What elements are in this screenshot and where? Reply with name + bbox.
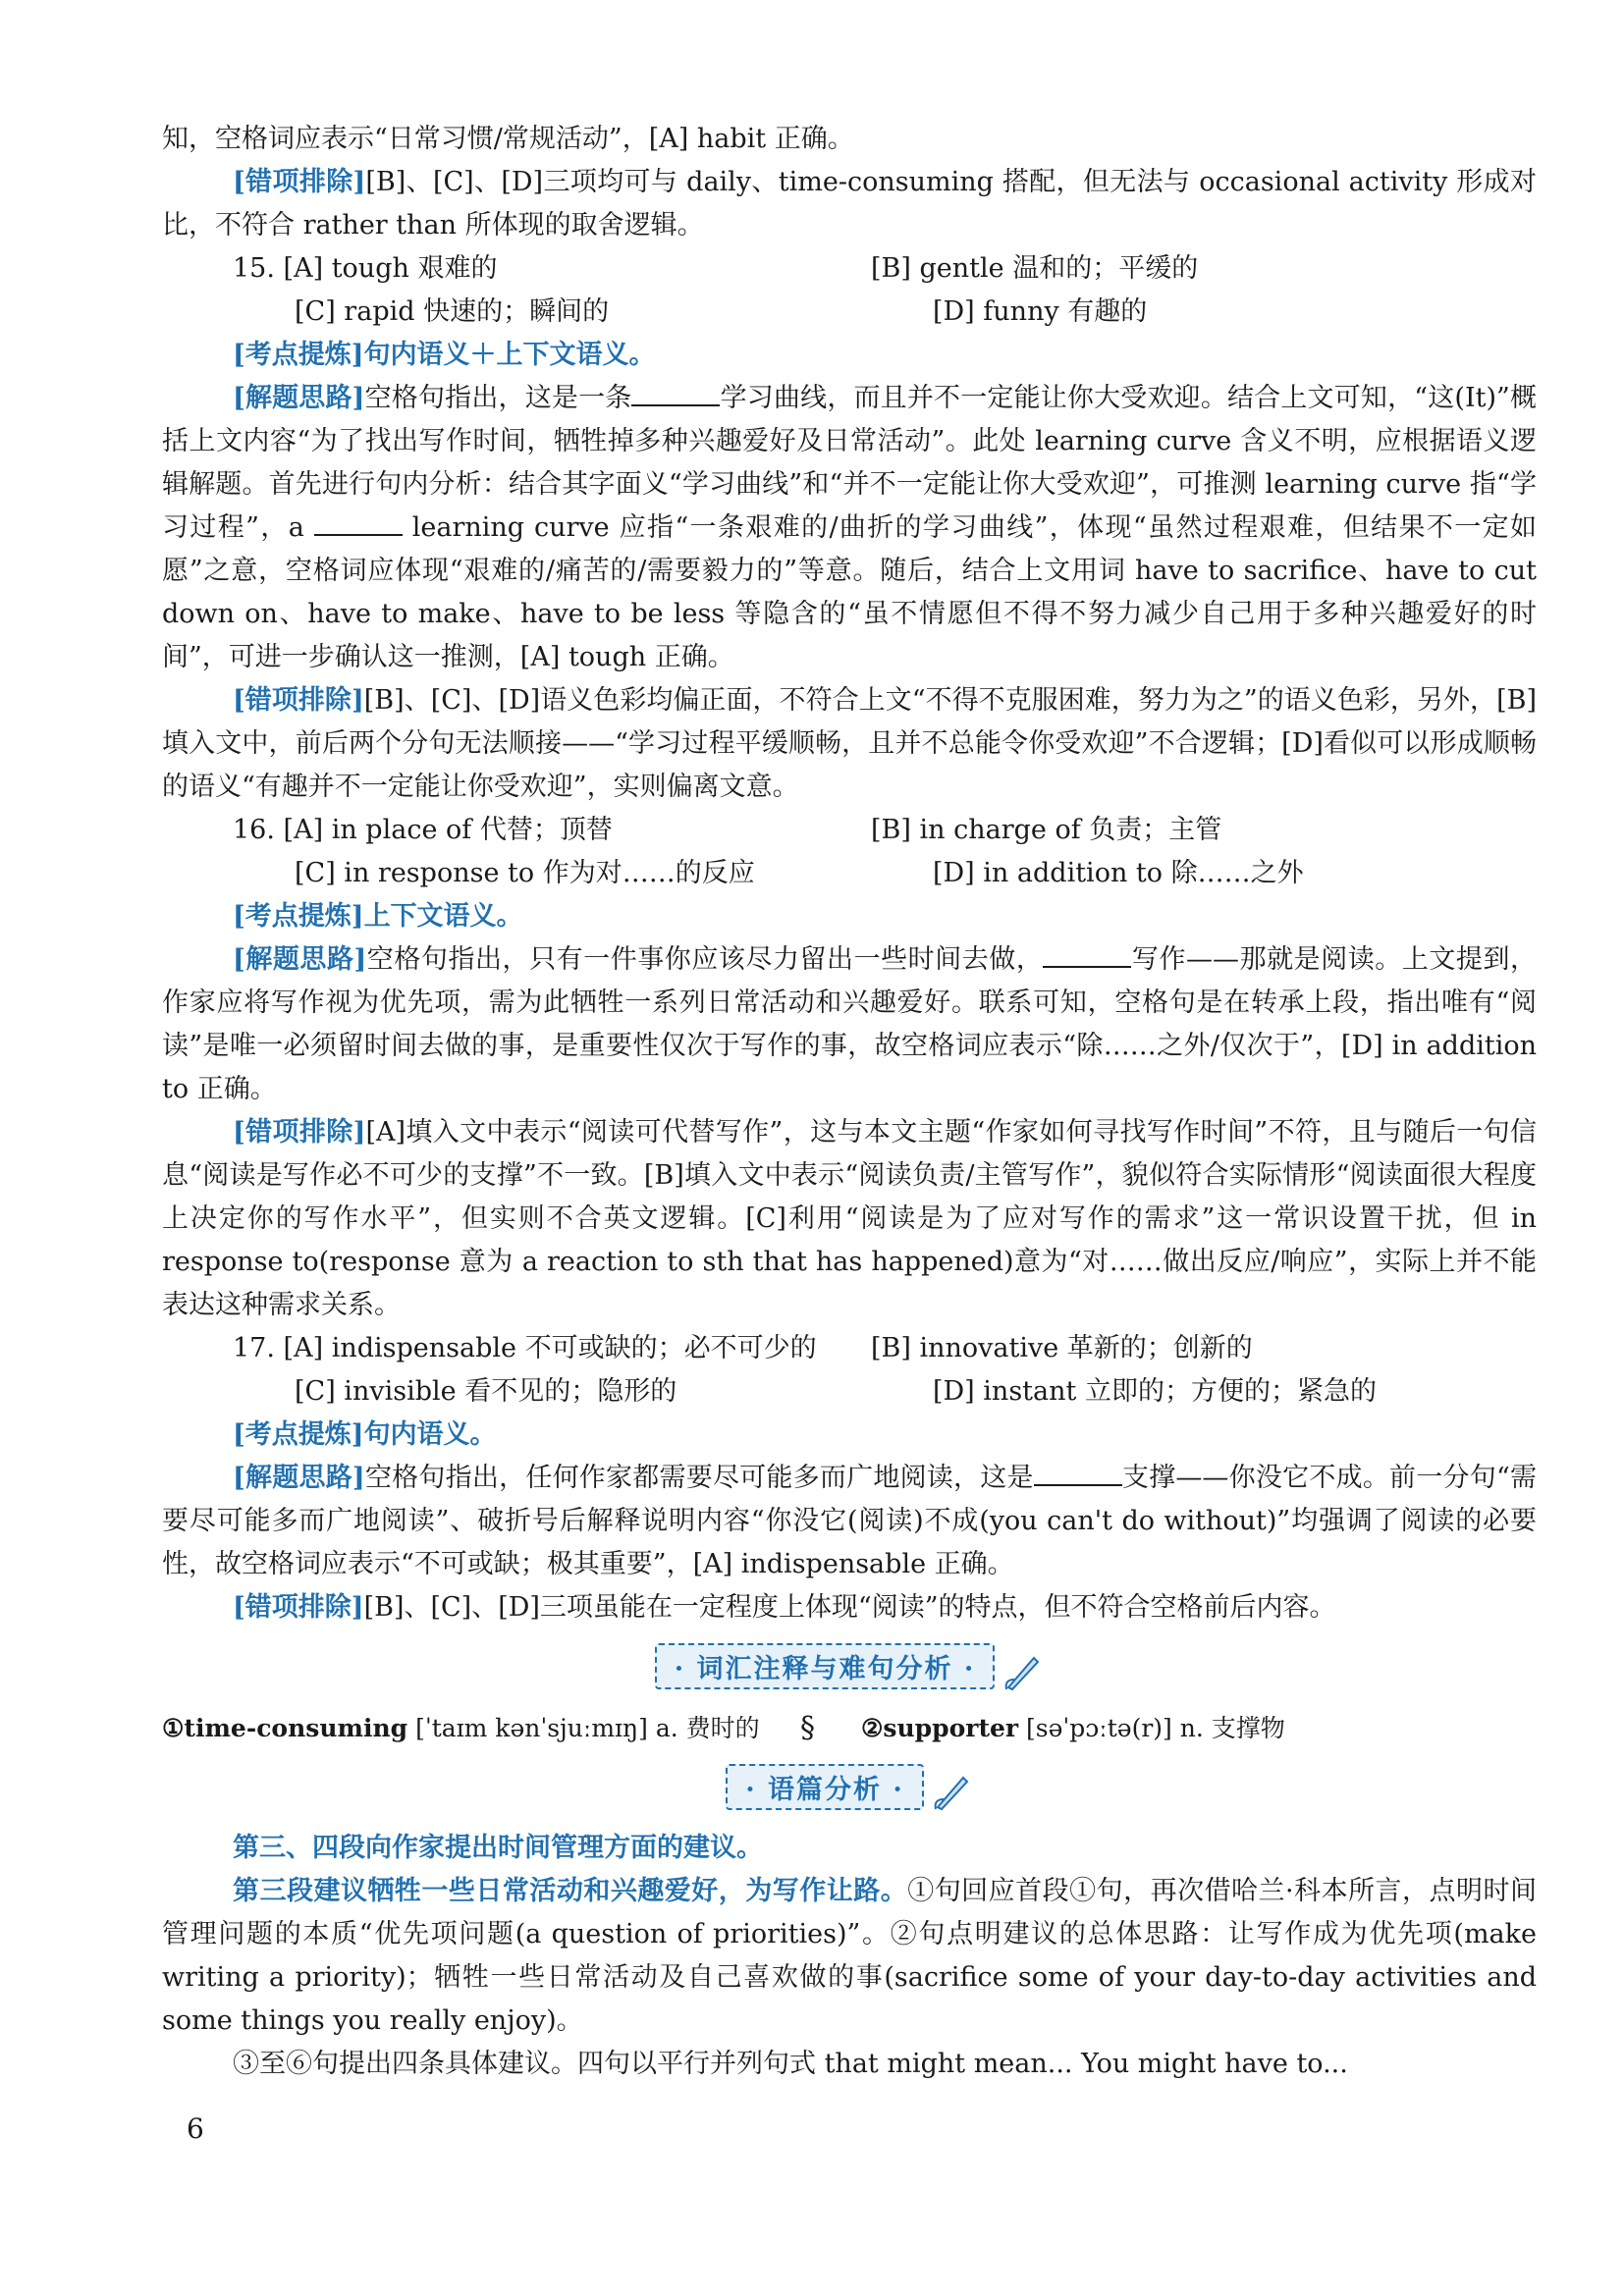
page-number: 6 (187, 2112, 204, 2145)
q17-options-row-2 (162, 1370, 1537, 1414)
question-number: 15. (233, 253, 275, 284)
passage-paragraph: ③至⑥句提出四条具体建议。四句以平行并列句式 that might mean... You might have to... (233, 2049, 1348, 2079)
question-number: 17. (233, 1333, 275, 1363)
q16-options-row-2 (162, 852, 1537, 895)
q16-exclusion: [错项排除][A]填入文中表示“阅读可代替写作”，这与本文主题“作家如何寻找写作时间”不符，且与随后一句信息“阅读是写作必不可少的支撑”不一致。[B]填入文中表示“阅读负责/主管写作”，貌似符合实际情形“阅读面很大程度上决定你的写作水平”，但实则不合英文逻辑。[C]利用“阅读是为了应对写作的需求”这一常识设置干扰，但 in response to(response 意为 a reaction to sth that has happened)意为“对……做出反应/响应”，实际上并不能表达这种需求关系。 (162, 1117, 1537, 1320)
answer-blank (314, 512, 403, 536)
q15-options-row-1 (162, 247, 1537, 291)
answer-blank (1043, 944, 1131, 968)
passage-section-header (162, 1764, 1537, 1818)
exclusion-tag: [错项排除] (233, 167, 366, 197)
pen-icon (1001, 1650, 1044, 1697)
option-a: [A] in place of 代替；顶替 (283, 815, 613, 845)
q15-exclusion: [错项排除][B]、[C]、[D]语义色彩均偏正面，不符合上文“不得不克服困难，努力为之”的语义色彩，另外，[B]填入文中，前后两个分句无法顺接——“学习过程平缓顺畅，且并不总能令你受欢迎”不合逻辑；[D]看似可以形成顺畅的语义“有趣并不一定能让你受欢迎”，实则偏离文意。 (162, 685, 1537, 802)
pen-icon (930, 1770, 973, 1817)
option-d: [D] instant 立即的；方便的；紧急的 (933, 1376, 1377, 1407)
passage-paragraph: 第三段建议牺牲一些日常活动和兴趣爱好，为写作让路。①句回应首段①句，再次借哈兰·科本所言，点明时间管理问题的本质“优先项问题(a question of priorities)”。②句点明建议的总体思路：让写作成为优先项(make writing a priority)；牺牲一些日常活动及自己喜欢做的事(sacrifice some of your day-to-day activities and some things you really enjoy)。 (162, 1876, 1538, 2036)
option-b: [B] gentle 温和的；平缓的 (871, 253, 1199, 284)
option-d: [D] funny 有趣的 (933, 296, 1148, 327)
answer-blank (631, 383, 720, 406)
q17-jieti: [解题思路]空格句指出，任何作家都需要尽可能多而广地阅读，这是 支撑——你没它不成。前一分句“需要尽可能多而广地阅读”、破折号后解释说明内容“你没它(阅读)不成(you can't do without)”均强调了阅读的必要性，故空格词应表示“不可或缺；极其重要”，[A] indispensable 正确。 (162, 1463, 1538, 1579)
q15-kaodian: [考点提炼]句内语义＋上下文语义。 (233, 340, 656, 370)
q14-exclusion: [错项排除][B]、[C]、[D]三项均可与 daily、time-consuming 搭配，但无法与 occasional activity 形成对比，不符合 rather than 所体现的取舍逻辑。 (162, 167, 1537, 240)
paragraph-continuation: 知，空格词应表示“日常习惯/常规活动”，[A] habit 正确。 (162, 124, 854, 154)
answer-blank (1034, 1463, 1122, 1486)
vocab-section-title: · 词汇注释与难句分析 · (655, 1643, 996, 1689)
option-c: [C] in response to 作为对……的反应 (295, 858, 755, 888)
option-c: [C] invisible 看不见的；隐形的 (295, 1376, 677, 1407)
option-b: [B] in charge of 负责；主管 (871, 815, 1222, 845)
vocab-item: ②supporter [səˈpɔːtə(r)] n. 支撑物 (861, 1713, 1285, 1742)
separator-icon: § (800, 1710, 815, 1745)
q16-options-row-1 (162, 809, 1537, 852)
q16-jieti: [解题思路]空格句指出，只有一件事你应该尽力留出一些时间去做， 写作——那就是阅读。上文提到，作家应将写作视为优先项，需为此牺牲一系列日常活动和兴趣爱好。联系可知，空格句是在转承上段，指出唯有“阅读”是唯一必须留时间去做的事，是重要性仅次于写作的事，故空格词应表示“除……之外/仅次于”，[D] in addition to 正确。 (162, 944, 1537, 1104)
passage-section-title: · 语篇分析 · (726, 1764, 924, 1810)
q16-kaodian: [考点提炼]上下文语义。 (233, 901, 523, 932)
document-page (162, 118, 1537, 2086)
q17-exclusion: [错项排除][B]、[C]、[D]三项虽能在一定程度上体现“阅读”的特点，但不符合空格前后内容。 (233, 1592, 1336, 1623)
q15-jieti: [解题思路]空格句指出，这是一条 学习曲线，而且并不一定能让你大受欢迎。结合上文可知，“这(It)”概括上文内容“为了找出写作时间，牺牲掉多种兴趣爱好及日常活动”。此处 learning curve 含义不明，应根据语义逻辑解题。首先进行句内分析：结合其字面义“学习曲线”和“并不一定能让你大受欢迎”，可推测 learning curve 指“学习过程”，a learning curve 应指“一条艰难的/曲折的学习曲线”，体现“虽然过程艰难，但结果不一定如愿”之意，空格词应体现“艰难的/痛苦的/需要毅力的”等意。随后，结合上文用词 have to sacrifice、have to cut down on、have to make、have to be less 等隐含的“虽不情愿但不得不努力减少自己用于多种兴趣爱好的时间”，可进一步确认这一推测，[A] tough 正确。 (162, 383, 1537, 672)
vocab-item: ①time-consuming [ˈtaɪm kənˈsjuːmɪŋ] a. 费时的 (162, 1713, 760, 1742)
option-a: [A] tough 艰难的 (283, 253, 498, 284)
q17-kaodian: [考点提炼]句内语义。 (233, 1419, 497, 1450)
option-c: [C] rapid 快速的；瞬间的 (295, 296, 610, 327)
passage-heading: 第三、四段向作家提出时间管理方面的建议。 (233, 1833, 763, 1863)
option-b: [B] innovative 革新的；创新的 (871, 1333, 1253, 1363)
q15-options-row-2 (162, 291, 1537, 334)
question-number: 16. (233, 815, 275, 845)
option-a: [A] indispensable 不可或缺的；必不可少的 (283, 1333, 817, 1363)
option-d: [D] in addition to 除……之外 (933, 858, 1304, 888)
q17-options-row-1 (162, 1327, 1537, 1370)
vocab-list (162, 1707, 1537, 1750)
vocab-section-header (162, 1643, 1537, 1697)
